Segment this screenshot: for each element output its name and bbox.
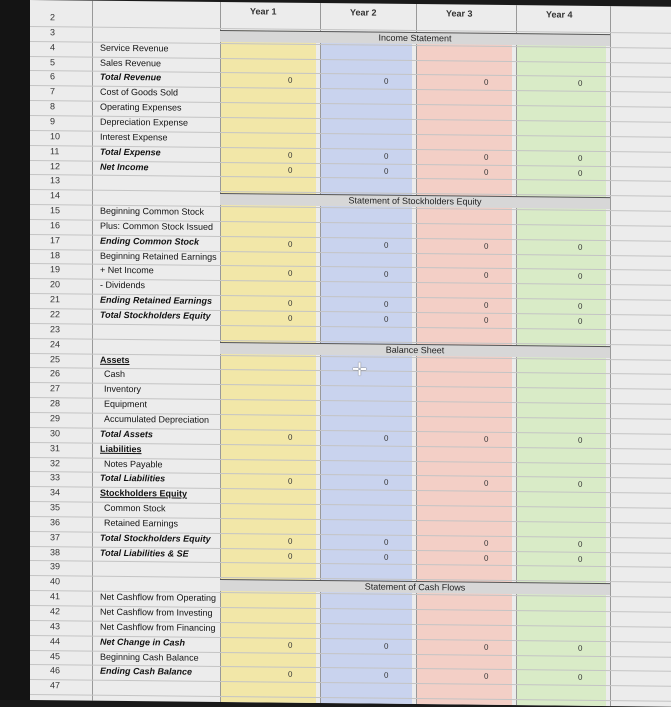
cell-value[interactable]: 0: [384, 314, 389, 324]
cell-value[interactable]: 0: [578, 673, 583, 683]
row-label[interactable]: Assets: [100, 354, 130, 365]
section-header: Statement of Cash Flows: [220, 579, 610, 595]
grid-line: [92, 1, 93, 701]
cell-value[interactable]: 0: [384, 77, 389, 87]
row-number: 8: [50, 101, 56, 112]
cell-value[interactable]: 0: [578, 272, 583, 282]
row-number: 43: [50, 621, 61, 632]
row-label[interactable]: + Net Income: [100, 265, 154, 276]
cell-value[interactable]: 0: [384, 433, 389, 443]
row-number: 45: [50, 650, 61, 661]
row-label[interactable]: Total Liabilities & SE: [100, 547, 189, 559]
row-number: 34: [50, 487, 61, 498]
row-number: 23: [50, 324, 61, 335]
row-label[interactable]: Net Change in Cash: [100, 636, 186, 648]
cell-value[interactable]: 0: [384, 270, 389, 280]
row-number: 38: [50, 546, 61, 557]
row-number: 32: [50, 457, 61, 468]
cell-value[interactable]: 0: [484, 434, 489, 444]
cell-value[interactable]: 0: [484, 479, 489, 489]
cell-value[interactable]: 0: [578, 168, 583, 178]
row-number: 28: [50, 398, 61, 409]
row-label[interactable]: Ending Common Stock: [100, 235, 199, 247]
cell-value[interactable]: 0: [484, 300, 489, 310]
cell-value[interactable]: 0: [484, 553, 489, 563]
grid-line: [610, 6, 611, 706]
row-label[interactable]: Common Stock: [104, 502, 166, 514]
row-number: 3: [50, 27, 56, 38]
section-header: Balance Sheet: [220, 342, 610, 358]
row-number: 47: [50, 680, 61, 691]
row-label[interactable]: Beginning Retained Earnings: [100, 250, 217, 262]
row-number: 39: [50, 561, 61, 572]
cell-value[interactable]: 0: [484, 642, 489, 652]
row-number: 19: [50, 264, 61, 275]
row-number: 17: [50, 234, 61, 246]
row-number: 2: [50, 12, 56, 23]
cell-value[interactable]: 0: [578, 79, 583, 89]
cell-value[interactable]: 0: [288, 150, 293, 160]
cell-value[interactable]: 0: [384, 641, 389, 651]
row-number: 14: [50, 190, 61, 201]
row-number: 20: [50, 279, 61, 290]
row-label[interactable]: Service Revenue: [100, 42, 169, 54]
row-label[interactable]: - Dividends: [100, 280, 146, 291]
row-number: 35: [50, 502, 61, 513]
row-label[interactable]: Operating Expenses: [100, 101, 182, 113]
year-header: Year 1: [250, 6, 277, 17]
row-number: 37: [50, 531, 61, 543]
row-label[interactable]: Notes Payable: [104, 458, 163, 469]
cell-value[interactable]: 0: [578, 301, 583, 311]
cell-value[interactable]: 0: [288, 640, 293, 650]
cell-value[interactable]: 0: [288, 313, 293, 323]
row-label[interactable]: Stockholders Equity: [100, 487, 188, 499]
cell-value[interactable]: 0: [288, 165, 293, 175]
row-number: 46: [50, 665, 61, 676]
cell-value[interactable]: 0: [578, 643, 583, 653]
section-header: Income Statement: [220, 30, 610, 46]
cell-value[interactable]: 0: [578, 435, 583, 445]
cell-value[interactable]: 0: [484, 167, 489, 177]
row-number: 40: [50, 576, 61, 587]
row-number: 4: [50, 41, 56, 52]
row-label[interactable]: Total Expense: [100, 146, 161, 158]
row-label[interactable]: Liabilities: [100, 443, 142, 454]
cell-value[interactable]: 0: [288, 432, 293, 442]
cell-value[interactable]: 0: [384, 299, 389, 309]
year-column-band: [416, 32, 512, 705]
row-number: 26: [50, 368, 61, 379]
row-label[interactable]: Net Cashflow from Operating: [100, 591, 217, 604]
cell-value[interactable]: 0: [288, 551, 293, 561]
row-label[interactable]: Interest Expense: [100, 131, 168, 143]
cell-value[interactable]: 0: [288, 536, 293, 546]
row-number: 31: [50, 442, 61, 453]
row-label[interactable]: Beginning Cash Balance: [100, 651, 199, 663]
row-label[interactable]: Beginning Common Stock: [100, 205, 205, 217]
row-number: 16: [50, 220, 61, 231]
row-label[interactable]: Total Stockholders Equity: [100, 532, 211, 544]
cell-value[interactable]: 0: [384, 166, 389, 176]
cell-value[interactable]: 0: [288, 298, 293, 308]
row-number: 25: [50, 353, 61, 364]
row-label[interactable]: Inventory: [104, 384, 142, 395]
cell-value[interactable]: 0: [484, 538, 489, 548]
section-header: Statement of Stockholders Equity: [220, 193, 610, 209]
cell-value[interactable]: 0: [384, 240, 389, 250]
year-column-band: [516, 33, 606, 706]
row-number: 29: [50, 413, 61, 424]
row-number: 15: [50, 205, 61, 216]
cell-value[interactable]: 0: [484, 241, 489, 251]
row-number: 13: [50, 175, 61, 186]
row-number: 44: [50, 635, 61, 647]
row-number: 27: [50, 383, 61, 394]
cross-cursor-icon: ✛: [352, 359, 368, 380]
photo-border: [0, 0, 30, 700]
cell-value[interactable]: 0: [384, 552, 389, 562]
cell-value[interactable]: 0: [384, 671, 389, 681]
row-label[interactable]: Ending Cash Balance: [100, 666, 193, 678]
row-label[interactable]: Net Income: [100, 161, 149, 172]
cell-value[interactable]: 0: [288, 269, 293, 279]
row-label[interactable]: Cost of Goods Sold: [100, 86, 179, 98]
row-number: 21: [50, 294, 61, 305]
row-label[interactable]: Sales Revenue: [100, 57, 162, 68]
row-label[interactable]: Retained Earnings: [104, 517, 179, 529]
row-number: 30: [50, 428, 61, 439]
row-number: 10: [50, 131, 61, 142]
spreadsheet[interactable]: [30, 0, 671, 707]
cell-value[interactable]: 0: [578, 539, 583, 549]
cell-value[interactable]: 0: [484, 672, 489, 682]
row-label[interactable]: Cash: [104, 369, 126, 380]
cell-value[interactable]: 0: [578, 480, 583, 490]
row-number: 36: [50, 517, 61, 528]
cell-value[interactable]: 0: [384, 151, 389, 161]
cell-value[interactable]: 0: [484, 78, 489, 88]
row-label[interactable]: Total Revenue: [100, 72, 162, 83]
row-label[interactable]: Net Cashflow from Investing: [100, 606, 213, 618]
cell-value[interactable]: 0: [578, 153, 583, 163]
row-label[interactable]: Accumulated Depreciation: [104, 413, 210, 425]
row-number: 22: [50, 309, 61, 320]
row-number: 9: [50, 116, 56, 127]
row-number: 33: [50, 472, 61, 483]
row-number: 42: [50, 606, 61, 617]
year-header: Year 4: [546, 9, 573, 20]
row-label[interactable]: Plus: Common Stock Issued: [100, 220, 214, 232]
cell-value[interactable]: 0: [578, 242, 583, 252]
row-number: 6: [50, 71, 56, 82]
row-number: 18: [50, 249, 61, 260]
year-header: Year 2: [350, 7, 377, 18]
row-number: 24: [50, 338, 61, 350]
cell-value[interactable]: 0: [484, 315, 489, 325]
cell-value[interactable]: 0: [288, 239, 293, 249]
year-header: Year 3: [446, 8, 473, 19]
row-number: 7: [50, 86, 56, 97]
row-label[interactable]: Total Stockholders Equity: [100, 309, 211, 321]
row-label[interactable]: Net Cashflow from Financing: [100, 621, 216, 633]
cell-value[interactable]: 0: [484, 271, 489, 281]
row-label[interactable]: Equipment: [104, 398, 148, 410]
row-number: 5: [50, 56, 56, 67]
row-number: 11: [50, 145, 60, 156]
cell-value[interactable]: 0: [578, 316, 583, 326]
cell-value[interactable]: 0: [288, 670, 293, 680]
cell-value[interactable]: 0: [384, 478, 389, 488]
row-label[interactable]: Ending Retained Earnings: [100, 294, 213, 307]
row-number: 12: [50, 160, 61, 171]
row-label[interactable]: Total Assets: [100, 428, 153, 440]
row-label[interactable]: Total Liabilities: [100, 473, 166, 484]
cell-value[interactable]: 0: [484, 152, 489, 162]
cell-value[interactable]: 0: [578, 554, 583, 564]
cell-value[interactable]: 0: [288, 477, 293, 487]
cell-value[interactable]: 0: [288, 76, 293, 86]
row-number: 41: [50, 591, 61, 602]
cell-value[interactable]: 0: [384, 537, 389, 547]
row-label[interactable]: Depreciation Expense: [100, 116, 189, 128]
